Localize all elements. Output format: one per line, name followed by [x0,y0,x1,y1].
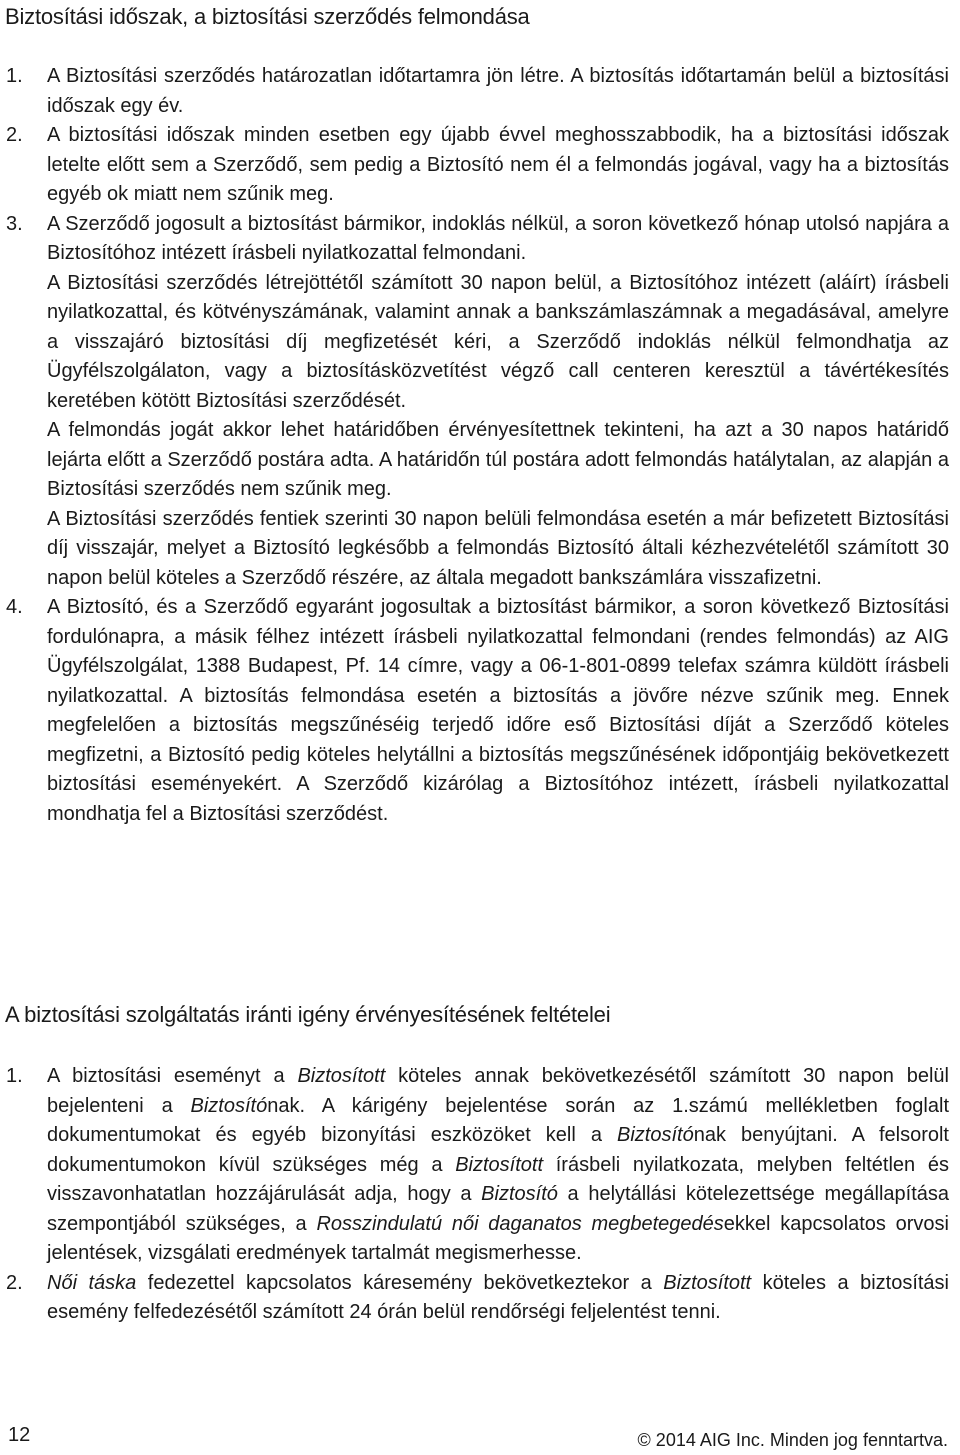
item-number: 2. [6,1271,23,1294]
text-run: nak benyújtani. A felsorolt dokumentumokon kívül szükséges még a [47,1124,949,1176]
item-number: 1. [6,65,23,87]
item-paragraph: A felmondás jogát akkor lehet határidőben érvényesítettnek tekinteni, ha azt a 30 napos határidő lejárta előtt a Szerződő postára adta. A határidőn túl postára adott felmondás hatálytalan, az alapján a Biztosítási szerződés nem szűnik meg. [47,419,949,500]
emphasized-term: Biztosított [297,1065,386,1087]
item-paragraph [47,1062,949,1269]
page-number: 12 [8,1424,31,1446]
item-number: 2. [6,124,23,146]
list-item [0,593,949,829]
emphasized-term: Rosszindulatú női daganatos megbetegedés [316,1212,724,1235]
emphasized-term: Biztosító [190,1094,268,1117]
cancellation-list [0,62,960,829]
emphasized-term: Biztosított [455,1153,544,1176]
item-number: 4. [6,596,23,618]
text-run: köteles a biztosítási esemény felfedezésétől számított 24 órán belül rendőrségi feljelentést tenni. [47,1271,949,1323]
section-title-cancellation: Biztosítási időszak, a biztosítási szerződés felmondása [5,4,530,29]
item-paragraph: A Biztosítási szerződés fentiek szerinti 30 napon belüli felmondása esetén a már befizetett Biztosítási díj visszajár, melyet a Biztosító legkésőbb a felmondás Biztosító általi kézhezvételétől számított 30 napon belül köteles a Szerződő részére, az általa megadott bankszámlára visszafizetni. [47,507,949,589]
item-number: 1. [6,1065,23,1087]
emphasized-term: Biztosított [663,1271,752,1294]
item-paragraph [47,1269,949,1328]
section-title-claims: A biztosítási szolgáltatás iránti igény érvényesítésének feltételei [5,1002,611,1027]
emphasized-term: Biztosító [617,1124,694,1146]
list-item [0,1062,949,1269]
copyright-notice: © 2014 AIG Inc. Minden jog fenntartva. [637,1430,948,1450]
item-paragraph: A Biztosítási szerződés létrejöttétől számított 30 napon belül, a Biztosítóhoz intézett (aláírt) írásbeli nyilatkozattal, és kötvényszámának, valamint annak a bankszámlaszámnak a megadásával, amelyre a visszajáró biztosítási díj megfizetését kéri, a Szerződő indoklás nélkül felmondhatja az Ügyfélszolgálaton, vagy a biztosításközvetítést végző call centeren keresztül a távértékesítés keretében kötött Biztosítási szerződését. [47,271,949,412]
item-paragraph: A biztosítási időszak minden esetben egy újabb évvel meghosszabbodik, ha a biztosítási időszak letelte előtt sem a Szerződő, sem pedig a Biztosító nem él a felmondás jogával, vagy ha a biztosítás egyéb ok miatt nem szűnik meg. [47,124,949,205]
text-run: fedezettel kapcsolatos káresemény bekövetkeztekor a [136,1271,664,1294]
claims-list [0,1062,960,1328]
list-item [0,121,949,210]
text-run: A biztosítási eseményt a [47,1065,298,1087]
text-run: írásbeli nyilatkozata, melyben feltétlen és visszavonhatatlan hozzájárulását adja, hogy a [47,1153,949,1205]
item-number: 3. [6,212,23,235]
emphasized-term: Női táska [47,1271,137,1294]
text-run: nak. A kárigény bejelentése során az 1.számú mellékletben foglalt dokumentumokat és egyéb bizonyítási eszközöket kell a [47,1094,950,1146]
emphasized-term: Biztosító [481,1183,558,1205]
list-item [0,62,949,121]
text-run: köteles annak bekövetkezésétől számított 30 napon belül bejelenteni a [47,1065,949,1117]
item-paragraph: A Biztosító, és a Szerződő egyaránt jogosultak a biztosítást bármikor, a soron következő Biztosítási fordulónapra, a másik félhez intézett írásbeli nyilatkozattal felmondani (rendes felmondás) az AIG Ügyfélszolgálat, 1388 Budapest, Pf. 14 címre, vagy a 06-1-801-0899 telefax számra küldött írásbeli nyilatkozattal. A biztosítás felmondása esetén a biztosítás a jövőre nézve szűnik meg. Ennek megfelelően a biztosítás megszűnéséig terjedő időre eső Biztosítási díját a Szerződő köteles megfizetni, a Biztosító pedig köteles helytállni a biztosítás megszűnésének időpontjáig bekövetkezett biztosítási eseményekért. A Szerződő kizárólag a Biztosítóhoz intézett, írásbeli nyilatkozattal mondhatja fel a Biztosítási szerződést. [47,596,949,825]
text-run: ekkel kapcsolatos orvosi jelentések, vizsgálati eredmények tartalmát megismerhesse. [47,1212,949,1264]
item-paragraph: A Biztosítási szerződés határozatlan időtartamra jön létre. A biztosítás időtartamán belül a biztosítási időszak egy év. [47,65,949,117]
list-item [0,210,949,594]
item-paragraph: A Szerződő jogosult a biztosítást bármikor, indoklás nélkül, a soron következő hónap utolsó napjára a Biztosítóhoz intézett írásbeli nyilatkozattal felmondani. [47,212,949,264]
text-run: a helytállási kötelezettsége megállapítása szempontjából szükséges, a [47,1183,950,1235]
list-item [0,1269,949,1328]
